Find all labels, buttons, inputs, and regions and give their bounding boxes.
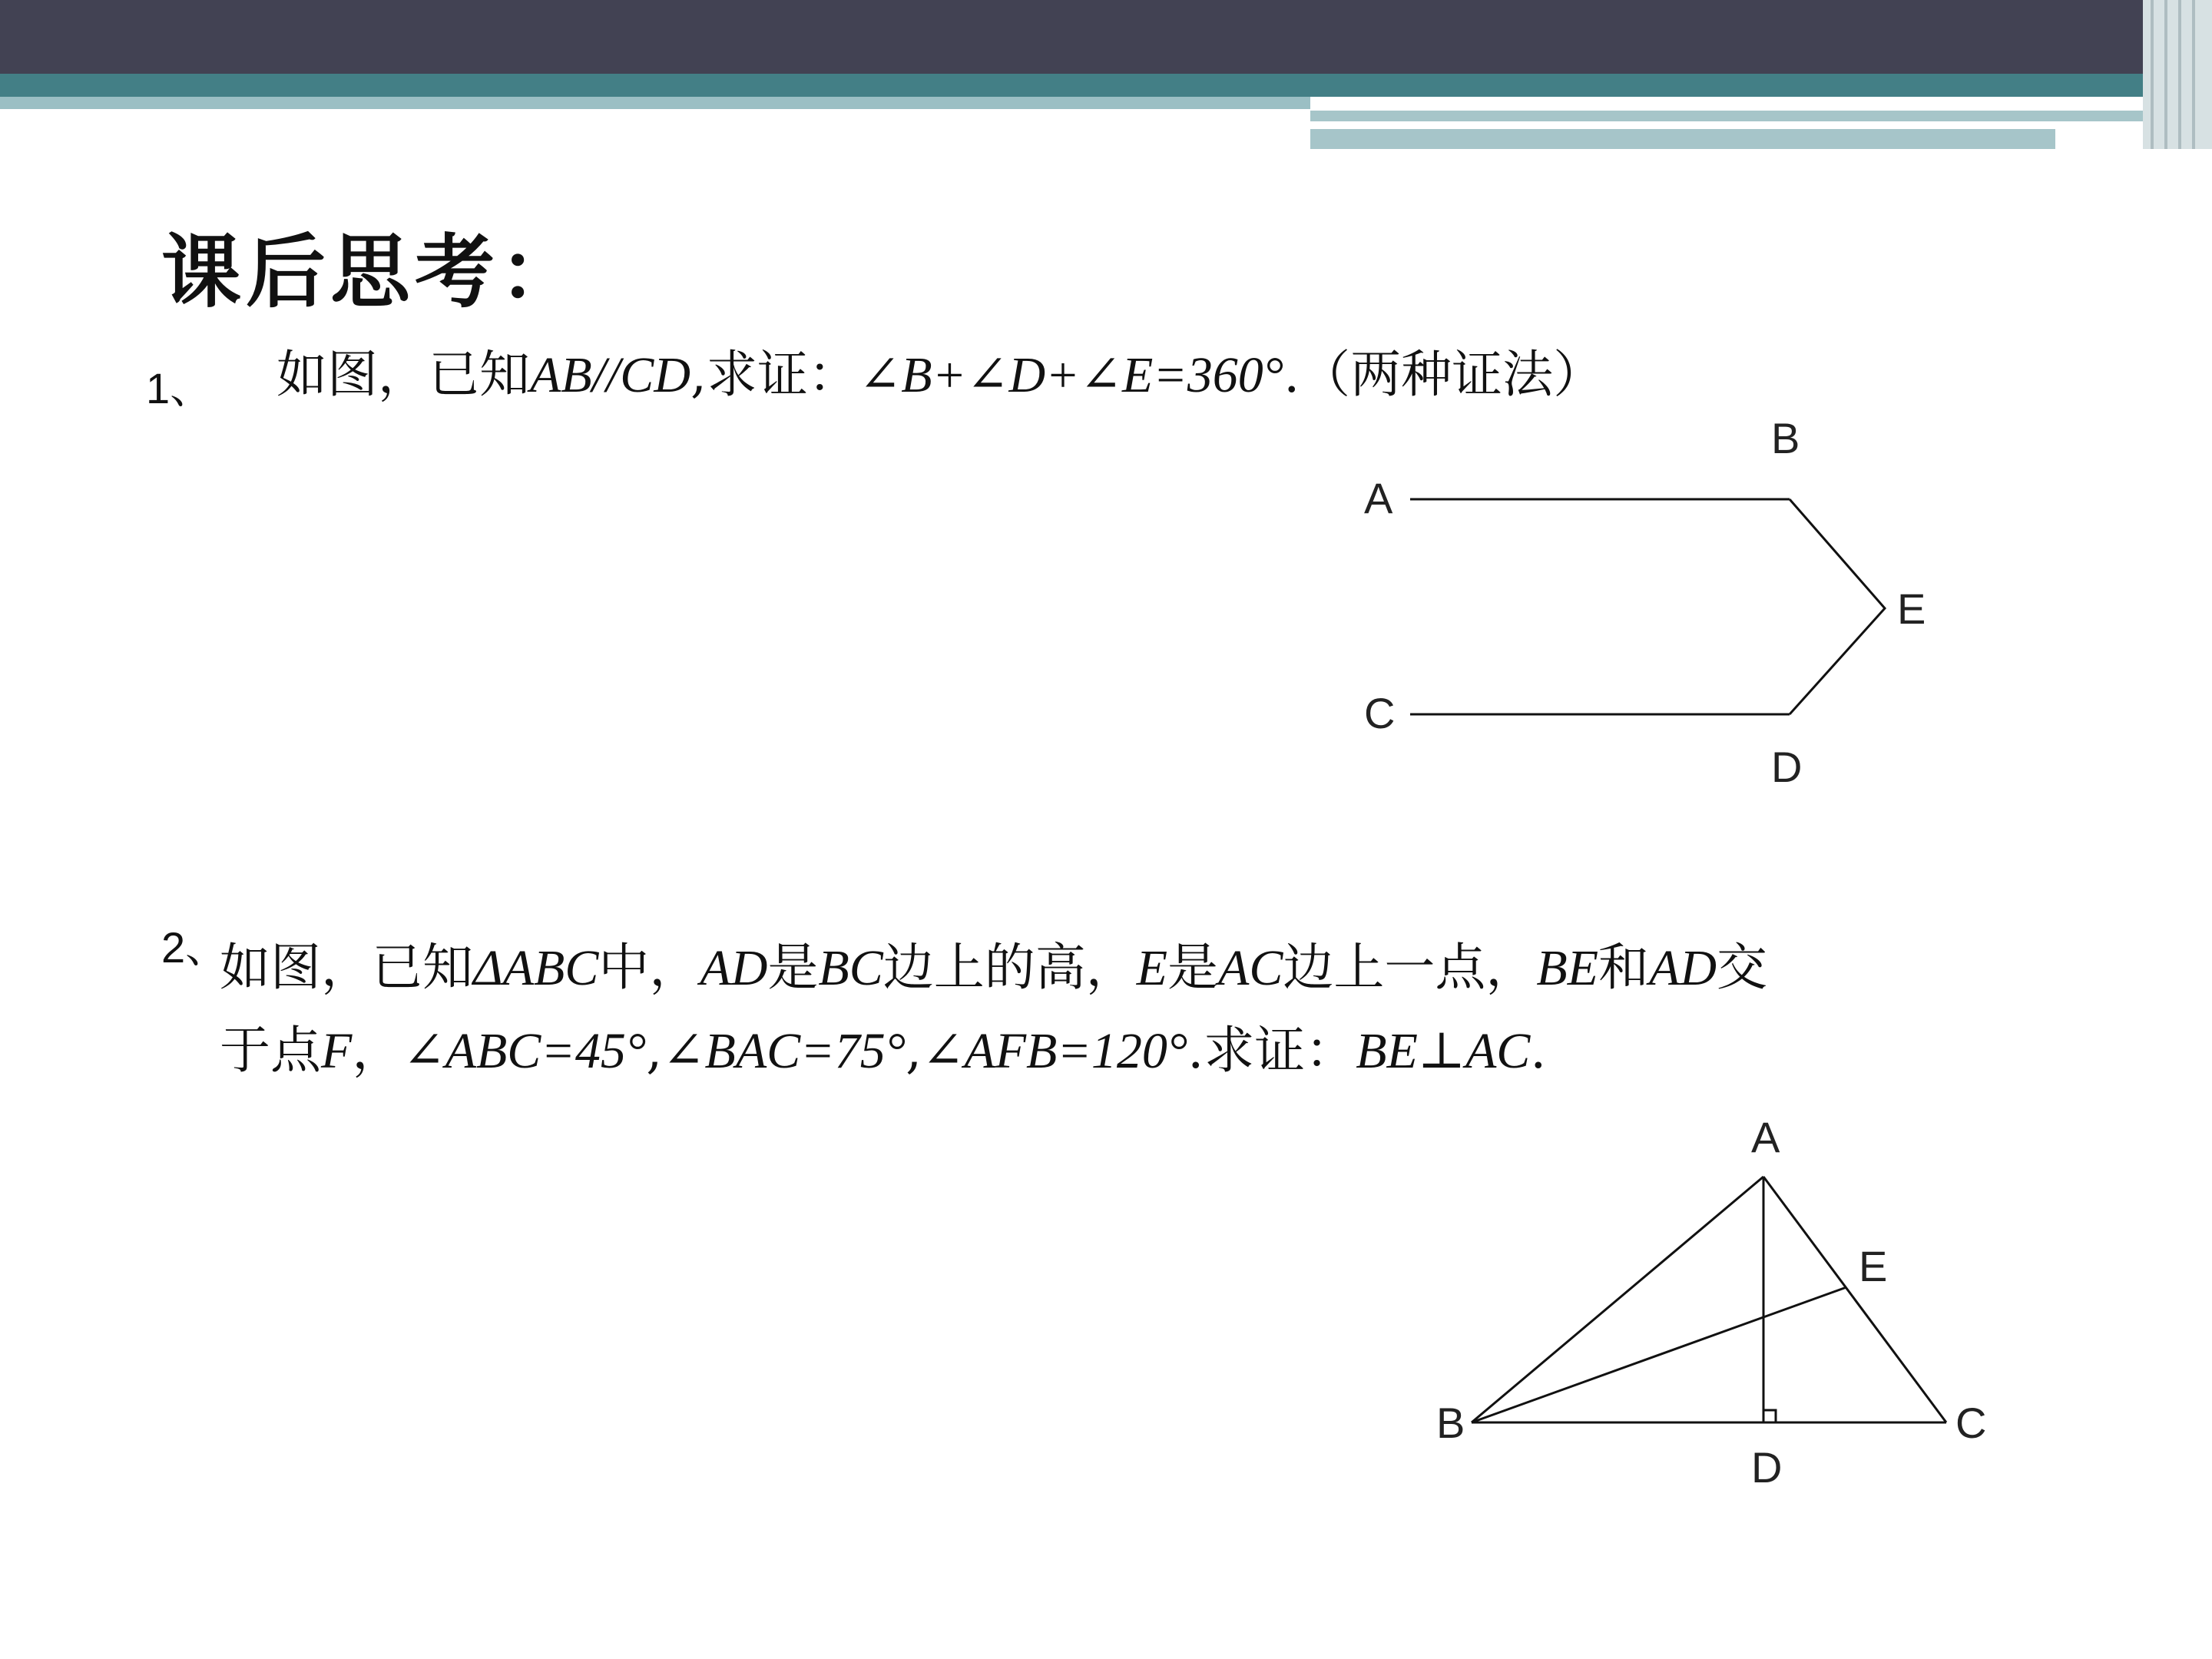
problem-1-given: AB//CD xyxy=(530,347,690,403)
text-segment: ， xyxy=(352,1021,403,1080)
text-segment: , xyxy=(646,1021,663,1080)
math-segment: BC xyxy=(818,940,883,996)
corner-stripe xyxy=(2192,0,2195,149)
label-b: B xyxy=(1436,1399,1465,1447)
text-segment: , xyxy=(906,1021,922,1080)
corner-stripe xyxy=(2178,0,2181,149)
label-a: A xyxy=(1364,474,1393,522)
page-title: 课后思考： xyxy=(161,225,584,319)
problem-1-prefix: 如图，已知 xyxy=(276,345,530,404)
text-segment: 边上一点， xyxy=(1283,938,1537,997)
figure-1-diagram xyxy=(1336,415,1951,814)
segment-be xyxy=(1472,1287,1846,1422)
problem-1-statement: ∠B+∠D+∠E=360° xyxy=(858,347,1284,403)
segment-bed xyxy=(1790,499,1885,714)
label-c: C xyxy=(1364,689,1396,737)
corner-stripe xyxy=(2151,0,2154,149)
corner-stripe xyxy=(2164,0,2167,149)
header-bar-light xyxy=(0,97,1310,109)
header-bar-dark xyxy=(0,0,2212,74)
math-segment: BE⊥AC xyxy=(1356,1023,1531,1079)
math-segment: ∠BAC=75° xyxy=(662,1023,906,1079)
text-segment: . xyxy=(1530,1021,1547,1080)
label-e: E xyxy=(1897,584,1926,633)
header-band-right xyxy=(1310,111,2212,121)
label-e: E xyxy=(1859,1242,1888,1290)
label-d: D xyxy=(1771,743,1803,791)
problem-2-line-2 xyxy=(220,1012,1546,1090)
segment-ac xyxy=(1763,1177,1946,1422)
label-c: C xyxy=(1955,1399,1987,1447)
problem-1-suffix: .（两种证法） xyxy=(1283,345,1604,404)
header-band-right-lower xyxy=(1310,129,2055,149)
problem-1-mid: ,求证： xyxy=(690,345,859,404)
text-segment: 和 xyxy=(1598,938,1650,997)
segment-ab xyxy=(1472,1177,1763,1422)
text-segment: 如图，已知 xyxy=(220,938,473,997)
math-segment: ∠AFB=120° xyxy=(922,1023,1188,1079)
text-segment: 是 xyxy=(1167,938,1219,997)
text-segment: 边上的高， xyxy=(882,938,1137,997)
text-segment: 于点 xyxy=(220,1021,321,1080)
label-a: A xyxy=(1751,1113,1780,1161)
problem-1-number: 1、 xyxy=(146,364,214,412)
math-segment: AD xyxy=(700,940,768,996)
math-segment: AC xyxy=(1218,940,1283,996)
problem-2-line-1 xyxy=(220,929,1767,1007)
text-segment: 中， xyxy=(598,938,700,997)
math-segment: BE xyxy=(1536,940,1599,996)
text-segment: 交 xyxy=(1717,938,1768,997)
text-segment: 是 xyxy=(767,938,819,997)
math-segment: ∠ABC=45° xyxy=(402,1023,647,1079)
math-segment: F xyxy=(321,1023,353,1079)
label-d: D xyxy=(1751,1443,1783,1492)
problem-1-text xyxy=(276,336,1604,414)
header-bar-teal xyxy=(0,74,2212,97)
problem-2-number: 2、 xyxy=(161,923,229,972)
header-band-gap xyxy=(1310,121,2049,127)
right-angle-mark xyxy=(1763,1410,1776,1422)
figure-2-diagram xyxy=(1413,1106,2012,1505)
text-segment: .求证： xyxy=(1187,1021,1356,1080)
math-segment: ΔABC xyxy=(473,940,599,996)
label-b: B xyxy=(1771,415,1800,462)
math-segment: AD xyxy=(1649,940,1717,996)
math-segment: E xyxy=(1136,940,1168,996)
